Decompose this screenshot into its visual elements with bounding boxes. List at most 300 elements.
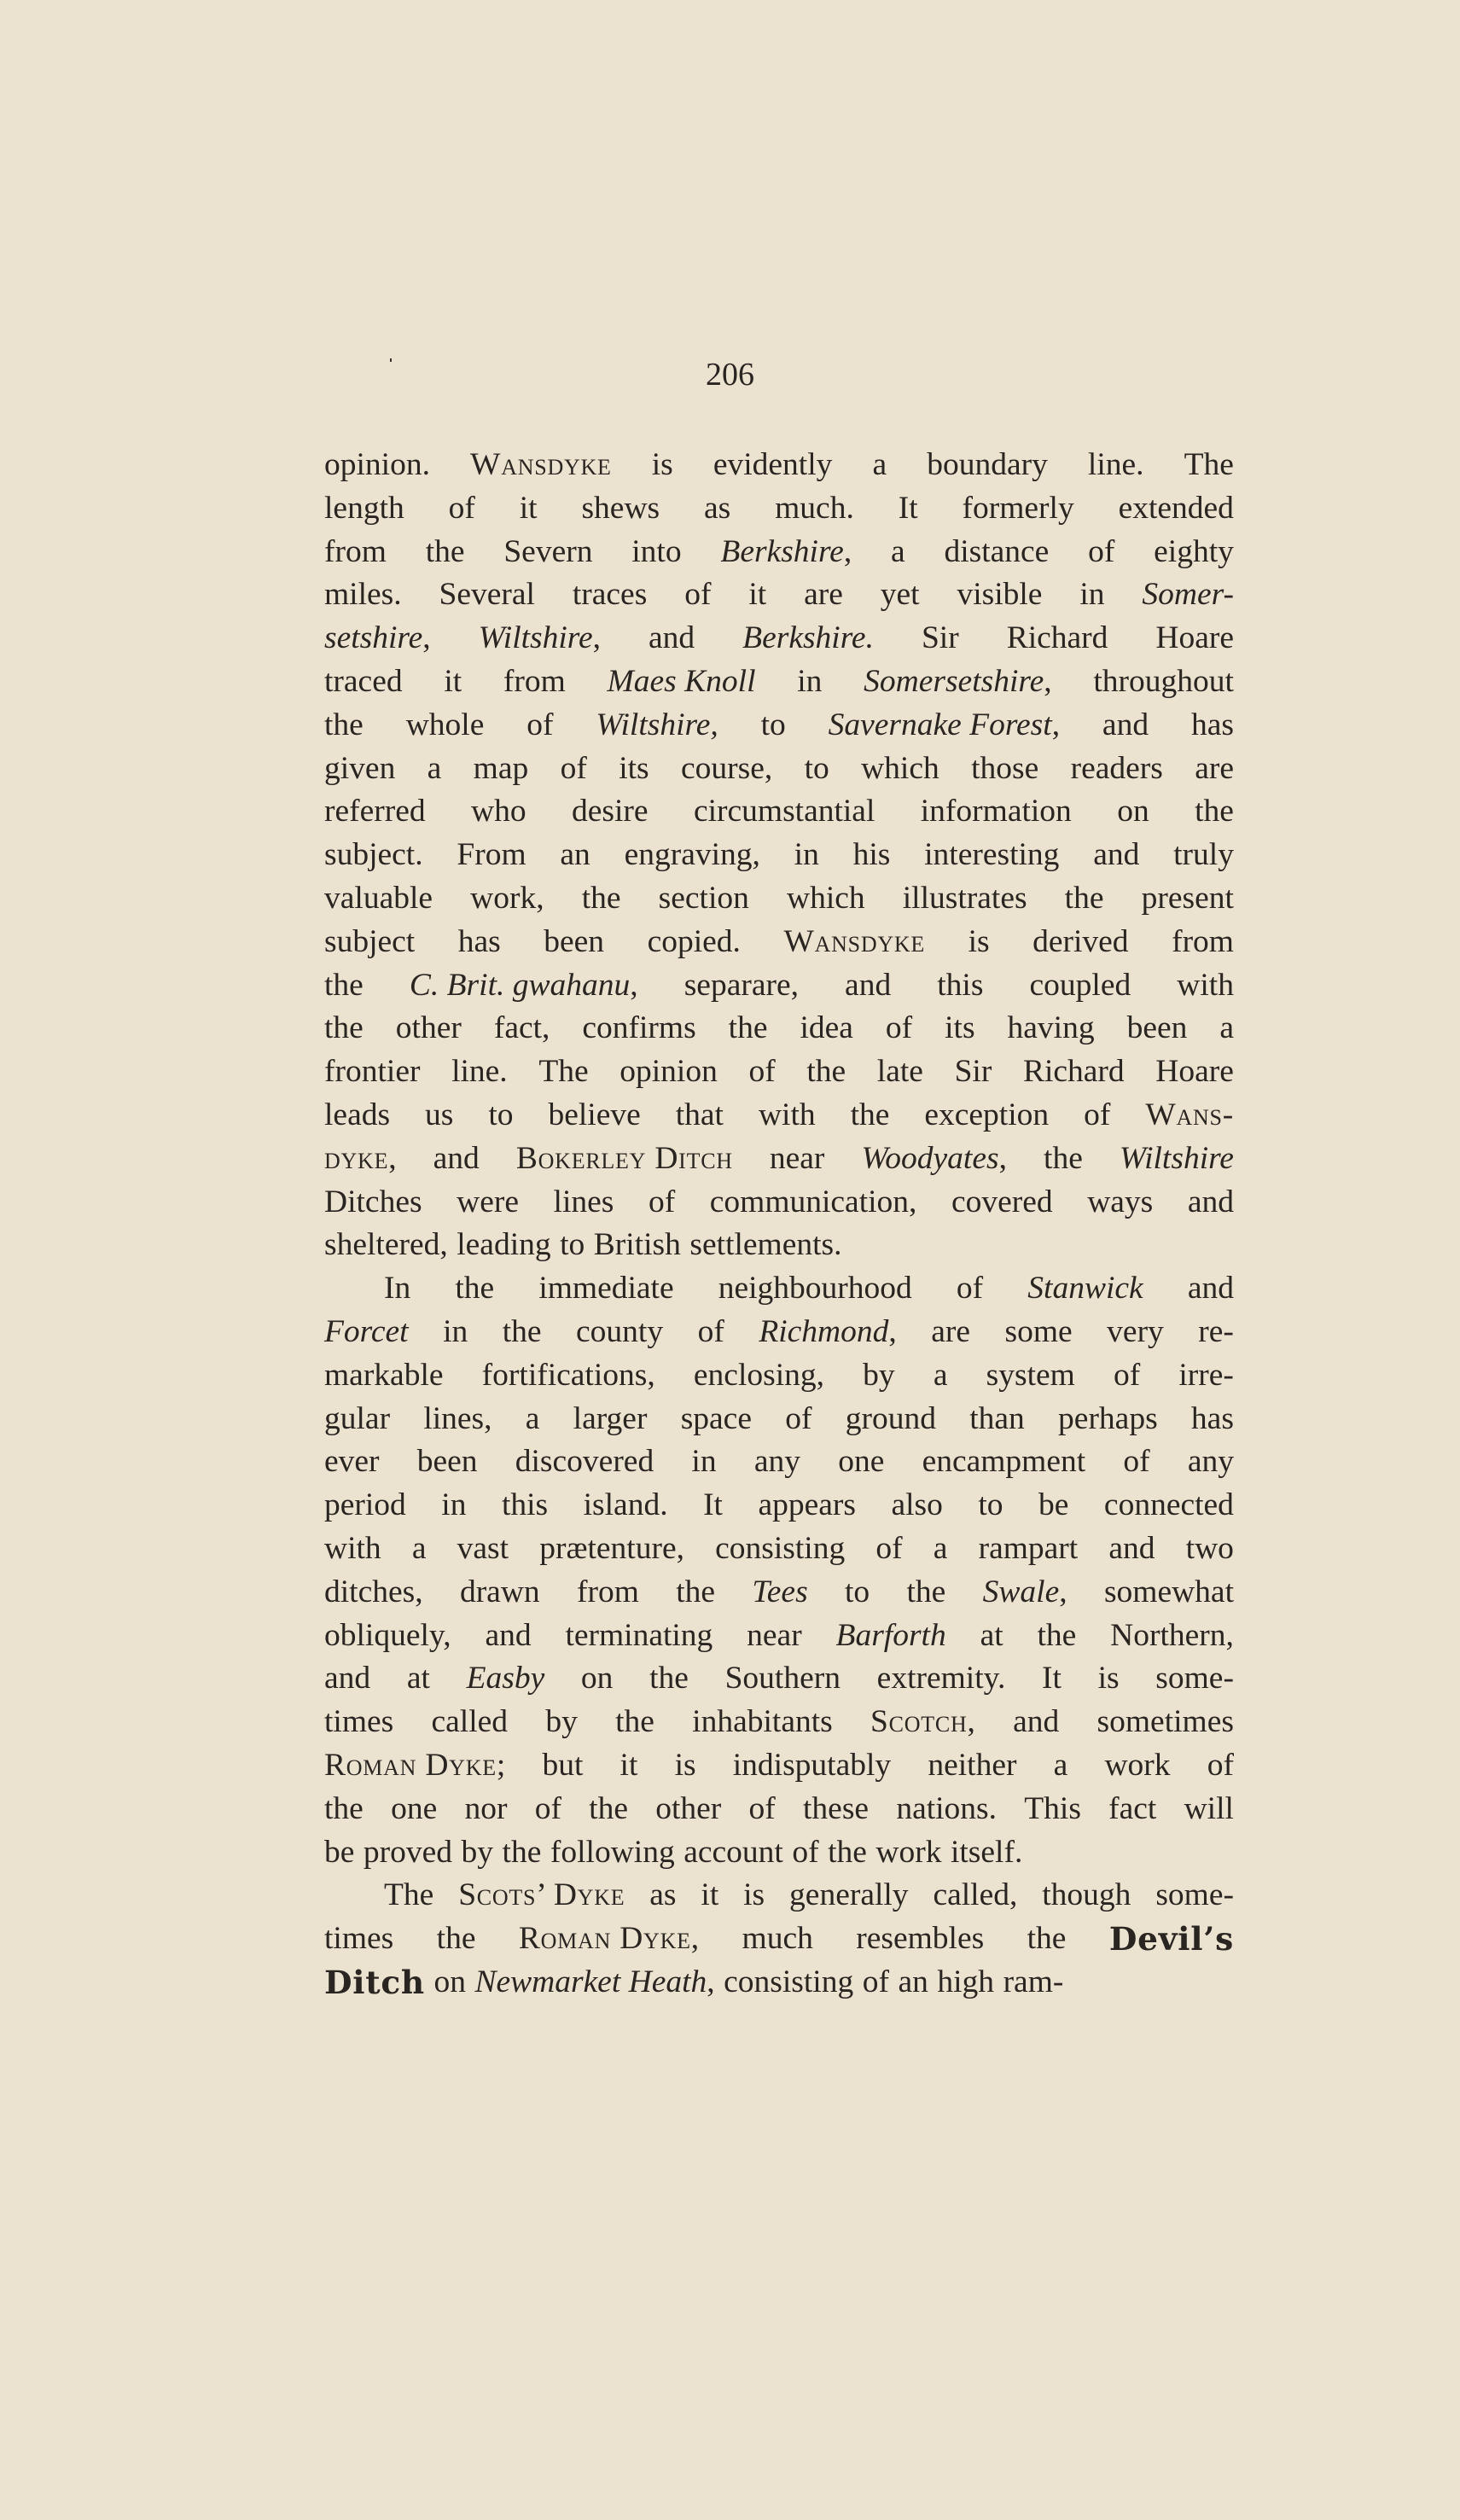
word (748, 1050, 775, 1094)
word-part: the (324, 967, 364, 1003)
word (1188, 1267, 1234, 1311)
word-part: itself. (950, 1834, 1023, 1870)
word-part: Northern, (1110, 1617, 1234, 1653)
word (441, 1484, 466, 1528)
word (1178, 1354, 1234, 1398)
word-part: neighbourhood (718, 1271, 912, 1307)
word-part: Richard (1006, 620, 1108, 656)
word (608, 661, 756, 704)
word-part: as (704, 490, 731, 526)
text-line (324, 1398, 1234, 1441)
word (694, 790, 875, 834)
word (836, 1615, 946, 1658)
word-part: are (931, 1313, 971, 1349)
word-part: the (1027, 1921, 1067, 1957)
word (471, 790, 526, 834)
word (550, 1831, 675, 1875)
word (460, 1571, 540, 1615)
word-part: the (324, 707, 364, 742)
word-part: the (589, 1790, 628, 1826)
word-part: This (1024, 1790, 1081, 1826)
word (324, 921, 415, 964)
word-part: the (1064, 880, 1104, 916)
text-line (324, 1615, 1234, 1658)
word-part: Barforth (835, 1617, 946, 1653)
word (649, 1181, 675, 1225)
word (324, 1615, 451, 1658)
word-part: Forcet (324, 1313, 409, 1349)
word-part: with (324, 1530, 381, 1566)
word (875, 1831, 941, 1875)
text-line (324, 1831, 1234, 1875)
word-part: boundary (927, 447, 1048, 482)
word-part: the (906, 1574, 946, 1609)
word (451, 1050, 508, 1094)
word (462, 1831, 494, 1875)
word (924, 834, 1059, 877)
word-part: county (576, 1313, 664, 1349)
word-part: resembles (856, 1921, 985, 1957)
text-line (324, 1181, 1234, 1225)
word-part: the (581, 880, 621, 916)
word (676, 1094, 724, 1138)
word-part: is (743, 1877, 765, 1913)
word-part: of (785, 1400, 812, 1436)
text-line (324, 1788, 1234, 1831)
word (863, 1354, 895, 1398)
word (1114, 1354, 1140, 1398)
word (324, 661, 403, 704)
word (391, 1788, 437, 1831)
word (877, 1657, 1006, 1701)
word-part: of (1088, 533, 1115, 569)
word-part: its (945, 1010, 975, 1046)
word-part: in (441, 1487, 467, 1523)
word (754, 1440, 800, 1484)
word-part: Savernake Forest (828, 707, 1052, 742)
word (963, 487, 1074, 531)
word (426, 531, 465, 574)
word-part: The (538, 1054, 589, 1090)
word (986, 1354, 1075, 1398)
word-part: , (388, 1140, 397, 1176)
word-part: of (448, 490, 475, 526)
word (891, 1484, 942, 1528)
word (903, 877, 1027, 921)
word (502, 1484, 548, 1528)
word-part: It (703, 1487, 723, 1523)
word (1037, 1615, 1076, 1658)
word (1108, 1528, 1155, 1571)
text-line (324, 1484, 1234, 1528)
word-part: subject (324, 923, 416, 959)
word (797, 661, 822, 704)
text-line (324, 748, 1234, 791)
word (1198, 1311, 1234, 1354)
word (324, 1701, 393, 1744)
word-part: irre- (1178, 1357, 1234, 1393)
word (983, 1571, 1067, 1615)
word-part: and (485, 1617, 532, 1653)
word-part: Woodyates (861, 1140, 999, 1176)
word (526, 1398, 540, 1441)
word (561, 748, 587, 791)
word-part: the (1044, 1140, 1083, 1176)
word-part: Berkshire (720, 533, 844, 569)
word-part: other (655, 1790, 722, 1826)
word (449, 487, 475, 531)
text-line (324, 617, 1234, 661)
text-line (324, 1701, 1234, 1744)
word (747, 1615, 802, 1658)
word-part: Richard (1022, 1054, 1125, 1090)
word (1119, 487, 1234, 531)
word-part: of (885, 1010, 913, 1046)
word (676, 1571, 715, 1615)
word-part: times (324, 1921, 394, 1957)
word-part: to (845, 1574, 870, 1609)
word (1142, 877, 1234, 921)
word (1154, 531, 1234, 574)
text-line (324, 1918, 1234, 1961)
word (891, 531, 905, 574)
word (683, 1831, 783, 1875)
word (1079, 573, 1104, 617)
word (324, 1918, 393, 1961)
word-part: is (968, 923, 990, 959)
word (794, 834, 819, 877)
word (931, 1311, 970, 1354)
word (1155, 1657, 1234, 1701)
word-part: , (888, 1313, 897, 1349)
word (934, 1354, 948, 1398)
word-part: of (748, 1790, 776, 1826)
word-part: and (845, 967, 892, 1003)
word-part: a (411, 1530, 427, 1566)
word-part: Somer- (1142, 577, 1234, 613)
word-part: In (384, 1271, 411, 1307)
word-part: Wansdyke (783, 923, 926, 959)
word-part: but (542, 1747, 584, 1783)
word-part: it (701, 1877, 719, 1913)
word (649, 617, 695, 661)
word-part: opinion (619, 1054, 718, 1090)
word (1023, 1050, 1125, 1094)
word-part: in (1079, 577, 1105, 613)
word-part: shews (581, 490, 660, 526)
word-part: dyke (324, 1140, 389, 1176)
word-part: space (680, 1400, 752, 1436)
text-line (324, 704, 1234, 748)
word-part: it (444, 663, 462, 699)
word-part: , (1059, 1574, 1067, 1609)
word (944, 531, 1049, 574)
word-part: , (843, 533, 852, 569)
word-part: Roman Dyke (324, 1747, 497, 1783)
word-part: rampart (978, 1530, 1079, 1566)
word-part: extended (1118, 490, 1234, 526)
word-part: appears (758, 1487, 856, 1523)
word-part: of (1123, 1444, 1150, 1480)
word (364, 1831, 452, 1875)
word (659, 877, 749, 921)
word (544, 921, 604, 964)
word (724, 1961, 853, 2005)
word-part: formerly (962, 490, 1074, 526)
word (581, 1657, 614, 1701)
word (1013, 1701, 1059, 1744)
word (560, 1224, 585, 1267)
word-part: much (742, 1921, 813, 1957)
text-line (324, 1311, 1234, 1354)
word (457, 834, 526, 877)
word (573, 1398, 648, 1441)
word-part: markable (324, 1357, 444, 1393)
word-part: the (436, 1921, 476, 1957)
word-part: It (898, 490, 918, 526)
word-part: the (324, 1790, 364, 1826)
text-line (324, 964, 1234, 1008)
word-part: map (473, 750, 529, 786)
word-part: on (1117, 794, 1149, 829)
word (482, 1354, 655, 1398)
word-part: Ditches (324, 1184, 422, 1219)
word-part: island. (583, 1487, 668, 1523)
word-part: at (980, 1617, 1003, 1653)
word (576, 1311, 663, 1354)
word (1110, 1615, 1234, 1658)
word (792, 1831, 818, 1875)
word (789, 1874, 909, 1918)
word-part: the (324, 1010, 364, 1046)
word (458, 1874, 625, 1918)
word-part: with (1177, 967, 1234, 1003)
word (1120, 1138, 1234, 1181)
text-line (324, 1440, 1234, 1484)
word (619, 748, 649, 791)
word (1184, 444, 1234, 487)
word-part: and (433, 1140, 480, 1176)
word-part: those (971, 750, 1039, 786)
word (433, 1138, 480, 1181)
word (649, 1874, 676, 1918)
text-line (324, 1571, 1234, 1615)
word (324, 531, 387, 574)
word (1188, 1181, 1234, 1225)
word-part: somewhat (1103, 1574, 1234, 1609)
word-part: miles. (324, 577, 402, 613)
word (701, 1874, 718, 1918)
word (572, 790, 649, 834)
word (684, 964, 799, 1008)
word (652, 444, 673, 487)
word (467, 1657, 545, 1701)
word (933, 1874, 1017, 1918)
word (681, 748, 772, 791)
word-part: from (1172, 923, 1234, 959)
word (1038, 1484, 1068, 1528)
word-part: of (526, 707, 554, 742)
word (324, 1138, 397, 1181)
text-line (324, 1744, 1234, 1788)
word-part: by (545, 1704, 578, 1740)
word (1093, 661, 1234, 704)
word (324, 748, 395, 791)
word (433, 1961, 466, 2005)
word-part: immediate (538, 1271, 674, 1307)
word-part: near (769, 1140, 825, 1176)
word (945, 1007, 974, 1050)
word-part: from (503, 663, 566, 699)
word (1088, 444, 1144, 487)
word-part: lines (553, 1184, 614, 1219)
word-part: in (794, 837, 819, 873)
word (417, 1440, 478, 1484)
word-part: to (560, 1227, 585, 1263)
word-part: connected (1103, 1487, 1234, 1523)
word (1107, 1311, 1164, 1354)
word-part: and (1187, 1184, 1234, 1219)
word-part: be (324, 1834, 355, 1870)
word-part: Easby (466, 1661, 545, 1696)
word-part: derived (1032, 923, 1129, 959)
word-part: of (1207, 1747, 1234, 1783)
word-part: yet (880, 577, 920, 613)
word-part: of (684, 577, 712, 613)
word-part: having (1007, 1010, 1095, 1046)
text-line (324, 834, 1234, 877)
word (1003, 1961, 1064, 2005)
word-part: is (1097, 1661, 1120, 1696)
word-part: obliquely, (324, 1617, 451, 1653)
word-part: perhaps (1058, 1400, 1158, 1436)
word (1007, 617, 1108, 661)
word (969, 1398, 1025, 1441)
word-part: who (471, 794, 526, 829)
word-part: Scots’ Dyke (458, 1877, 625, 1913)
word-part: Roman Dyke (518, 1921, 691, 1957)
word (423, 1398, 492, 1441)
word (971, 748, 1038, 791)
word-part: any (1187, 1444, 1234, 1480)
word-part: ground (845, 1400, 936, 1436)
word (1127, 1007, 1188, 1050)
word-part: gular (324, 1400, 391, 1436)
word-part: called, (933, 1877, 1018, 1913)
word-part: whole (405, 707, 485, 742)
word-part: , (1051, 707, 1061, 742)
word (851, 1094, 890, 1138)
word-part: , (630, 967, 638, 1003)
text-line (324, 1961, 1234, 2005)
word-part: in (797, 663, 823, 699)
word (548, 1094, 640, 1138)
word (853, 834, 891, 877)
word-part: re- (1198, 1313, 1234, 1349)
word-part: Wiltshire (478, 620, 593, 656)
word (1102, 704, 1149, 748)
word (1088, 531, 1114, 574)
word (1109, 1918, 1234, 1961)
word (324, 790, 426, 834)
text-line (324, 1094, 1234, 1138)
word-part: called (431, 1704, 509, 1740)
word-part: and (1187, 1271, 1234, 1307)
word-part: , (1044, 663, 1052, 699)
word (479, 617, 601, 661)
word-part: section (658, 880, 749, 916)
word-part: which (786, 880, 865, 916)
word-part: a (427, 750, 442, 786)
word (829, 704, 1060, 748)
word (324, 877, 433, 921)
word (1087, 1181, 1153, 1225)
word (922, 1440, 1086, 1484)
body-text (324, 444, 1234, 2005)
word-part: be (1038, 1487, 1069, 1523)
word (770, 1138, 825, 1181)
text-line (324, 1050, 1234, 1094)
word-part: than (969, 1400, 1025, 1436)
word (691, 1440, 716, 1484)
word-part: the (806, 1054, 846, 1090)
word (1195, 748, 1234, 791)
paragraph (324, 444, 1234, 1267)
word (968, 921, 990, 964)
word-part: valuable (324, 880, 433, 916)
word-part: of (534, 1790, 561, 1826)
word-part: Southern (724, 1661, 841, 1696)
word-part: much. (775, 490, 854, 526)
word-part: to (760, 707, 786, 742)
word (1054, 1744, 1068, 1788)
word (515, 1440, 654, 1484)
word (519, 1918, 699, 1961)
word-part: Stanwick (1027, 1271, 1143, 1307)
word (979, 1528, 1079, 1571)
word (619, 1050, 718, 1094)
word (545, 1701, 578, 1744)
word-part: line. (1087, 447, 1144, 482)
word-part: throughout (1093, 663, 1234, 699)
word (1123, 1440, 1149, 1484)
paragraph (324, 1267, 1234, 1874)
word (1065, 877, 1104, 921)
word (464, 1788, 507, 1831)
word (1207, 1744, 1234, 1788)
word (596, 704, 718, 748)
word (432, 1701, 509, 1744)
word-part: a (1219, 1010, 1234, 1046)
word (951, 1831, 1022, 1875)
word (928, 1744, 1016, 1788)
word (410, 964, 638, 1008)
word (787, 877, 865, 921)
word (542, 1744, 583, 1788)
word-part: to (804, 750, 829, 786)
word-part: , (707, 1964, 715, 1999)
word-part: and (1013, 1704, 1060, 1740)
word-part: line. (451, 1054, 508, 1090)
word-part: Several (439, 577, 535, 613)
word (1155, 617, 1234, 661)
word (1145, 1094, 1234, 1138)
word (324, 1961, 425, 2005)
word (886, 1007, 912, 1050)
word-part: Wiltshire, (596, 707, 718, 742)
word-part: lines, (423, 1400, 492, 1436)
word (1177, 964, 1234, 1008)
